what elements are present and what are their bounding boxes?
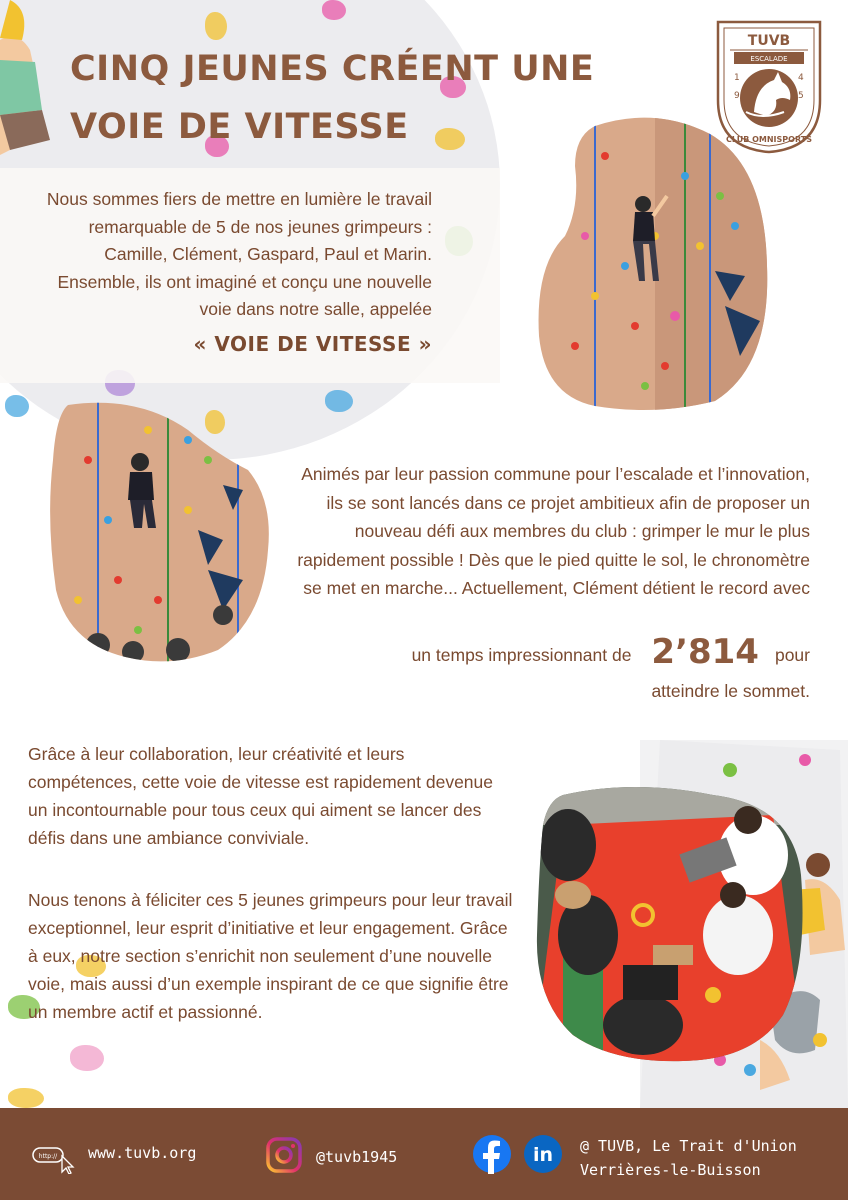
record-after-text: pour	[774, 645, 810, 665]
climbing-hold-decoration	[205, 12, 227, 40]
website-icon-label: http://	[38, 1153, 58, 1160]
svg-text:1: 1	[734, 73, 740, 83]
climbing-hold-decoration	[325, 390, 353, 412]
logo-section: ESCALADE	[750, 55, 788, 63]
page-title: CINQ JEUNES CRÉENT UNE VOIE DE VITESSE	[70, 49, 595, 147]
credit-line-1: @ TUVB, Le Trait d'Union	[580, 1137, 797, 1155]
climbing-hold-decoration	[5, 395, 29, 417]
record-time: 2’814	[651, 632, 759, 672]
website-link[interactable]: www.tuvb.org	[88, 1144, 197, 1162]
record-end-text: atteindre le sommet.	[651, 681, 810, 701]
climbing-hold-decoration	[70, 1045, 104, 1071]
credit-line-2: Verrières-le-Buisson	[580, 1161, 761, 1179]
cursor-icon	[32, 1144, 78, 1174]
route-name: « VOIE DE VITESSE »	[193, 332, 432, 356]
intro-paragraph: Nous sommes fiers de mettre en lumière le travail remarquable de 5 de nos jeunes grimpeurs : Camille, Clément, Gaspard, Paul et Marin. Ensemble, ils ont imaginé et conçu une nouvelle voie dans notre salle, appelée	[46, 189, 432, 319]
climber-illustration	[0, 0, 70, 170]
svg-text:5: 5	[798, 91, 804, 101]
svg-text:9: 9	[734, 91, 740, 101]
svg-text:in: in	[532, 1144, 554, 1166]
footer	[0, 1108, 848, 1200]
instagram-handle[interactable]: @tuvb1945	[316, 1148, 398, 1166]
climbing-hold-decoration	[8, 1088, 44, 1108]
facebook-icon[interactable]	[472, 1134, 512, 1174]
logo-tagline: CLUB OMNISPORTS	[726, 135, 812, 144]
congratulations-paragraph: Nous tenons à féliciter ces 5 jeunes grimpeurs pour leur travail exceptionnel, leur esprit d’initiative et leur engagement. Grâce à eux, notre section s’enrichit non seulement d’une nouvelle voie, mais aussi d’un exemple inspirant de ce que signifie être un membre actif et passionné.	[28, 890, 513, 1022]
record-line	[300, 630, 810, 670]
linkedin-icon[interactable]	[523, 1134, 563, 1174]
climbing-hold-decoration	[322, 0, 346, 20]
instagram-icon[interactable]	[266, 1137, 302, 1173]
collaboration-paragraph: Grâce à leur collaboration, leur créativité et leurs compétences, cette voie de vitesse est rapidement devenue un incontournable pour tous ceux qui aiment se lancer des défis dans une ambiance conviviale.	[28, 744, 493, 848]
group-work-photo	[533, 785, 805, 1063]
record-before-text: un temps impressionnant de	[411, 645, 632, 665]
passion-paragraph: Animés par leur passion commune pour l’escalade et l’innovation, ils se sont lancés dans ce projet ambitieux afin de proposer un nouveau défi aux membres du club : grimper le mur le plus rapidement possible ! Dès que le pied quitte le sol, le chronomètre se met en marche... Actuellement, Clément détient le record avec	[297, 464, 810, 598]
logo-name: TUVB	[747, 33, 791, 49]
climbing-wall-photo-1	[535, 116, 775, 412]
climbing-wall-photo-2	[48, 400, 270, 665]
svg-text:4: 4	[798, 73, 804, 83]
credit-block	[580, 1134, 797, 1182]
